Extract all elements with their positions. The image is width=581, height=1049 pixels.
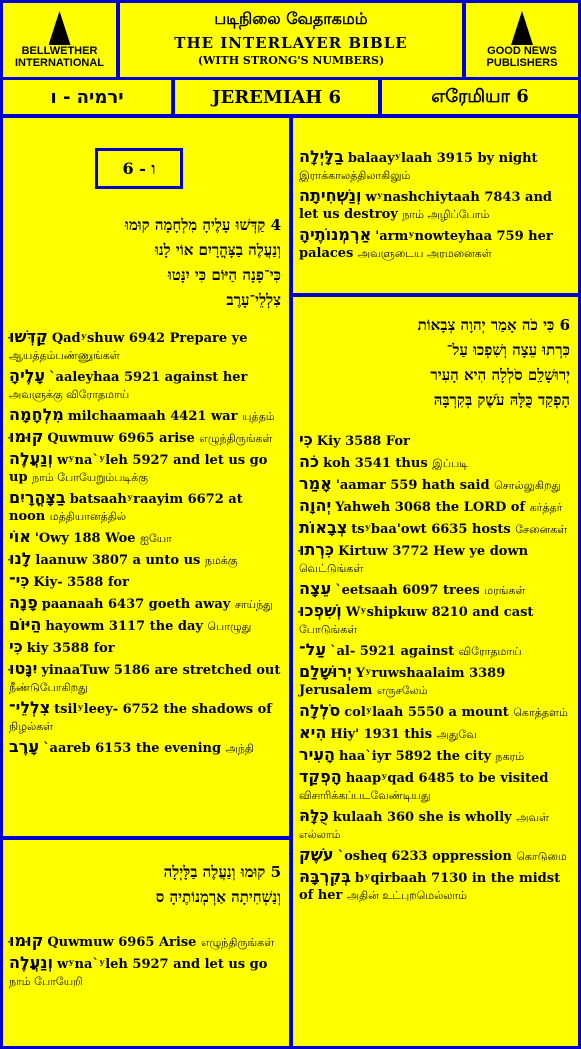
hebrew-word: כֹה <box>299 452 320 471</box>
transliteration-gloss: wʸna`ʸleh 5927 and let us go up <box>9 453 268 485</box>
transliteration-gloss: laanuw 3807 a unto us <box>35 553 201 568</box>
verse-line: הָפְקַד כֻּלָּהּ עֹשֶׁק בְּקִרְבָּהּ <box>433 391 570 409</box>
left-bottom-entries <box>3 932 289 993</box>
tamil-gloss: நாம் அழிப்போம் <box>402 208 490 221</box>
hebrew-word: הַיּוֹם <box>9 615 42 634</box>
hebrew-word: סֹלְלָה <box>299 701 341 720</box>
word-entry <box>299 746 572 765</box>
tamil-gloss: நாம் போயேறும்படிக்கு <box>32 471 148 484</box>
left-top-entries <box>3 328 289 760</box>
tamil-gloss: அவளுடைய அரமனைகள் <box>357 247 492 260</box>
verse-5-hebrew <box>3 860 289 910</box>
word-entry <box>9 406 283 425</box>
verse-line: יְרוּשָׁלִַם סֹלְלָה הִיא הָעִיר <box>430 366 570 384</box>
tamil-gloss: அதின் உட்புறமெல்லாம் <box>346 889 467 902</box>
hebrew-word: כִּי <box>9 637 23 656</box>
transliteration-gloss: bʸqirbaah 7130 in the midst of her <box>299 871 561 903</box>
word-entry <box>299 580 572 599</box>
transliteration-gloss: wʸnashchiytaah 7843 and let us destroy <box>299 190 553 222</box>
tamil-gloss: அவளுக்கு விரோதமாய் <box>9 388 130 401</box>
goodnews-logo <box>466 3 578 77</box>
tamil-gloss: எழுந்திருங்கள் <box>200 936 275 949</box>
transliteration-gloss: 'aamar 559 hath said <box>335 478 490 493</box>
word-entry <box>299 602 572 638</box>
hebrew-word: יְרוּשָׁלִַם <box>299 662 352 681</box>
hebrew-word: כִּרְתוּ <box>299 540 335 559</box>
word-entry <box>299 868 572 904</box>
hebrew-word: אַרְמְנוֹתֶיהָ <box>299 225 372 244</box>
tamil-gloss: எருசலேம் <box>376 684 428 697</box>
page-title: THE INTERLAYER BIBLE <box>174 34 408 52</box>
tamil-gloss: அந்தி <box>225 742 254 755</box>
word-entry <box>299 724 572 743</box>
hebrew-word: לָנוּ <box>9 549 32 568</box>
tamil-gloss: இராக்காலத்திலாகிலும் <box>299 169 411 182</box>
word-entry <box>299 807 572 843</box>
transliteration-gloss: Yahweh 3068 the LORD of <box>335 500 526 515</box>
hebrew-word: עָרֶב <box>9 737 40 756</box>
hebrew-word: פָנָה <box>9 593 38 612</box>
transliteration-gloss: kulaah 360 she is wholly <box>332 810 512 825</box>
tamil-gloss: எழுந்திருங்கள் <box>199 432 273 445</box>
word-entry <box>9 616 283 635</box>
hebrew-word: אָמַר <box>299 474 332 493</box>
word-entry <box>299 541 572 577</box>
hebrew-word: אוֹי <box>9 527 31 546</box>
hebrew-word: מִלְחָמָה <box>9 405 64 424</box>
tamil-gloss: பொழுது <box>207 620 252 633</box>
hebrew-word: עֵצָה <box>299 579 332 598</box>
word-entry <box>9 550 283 569</box>
verse-4-hebrew <box>3 213 289 313</box>
transliteration-gloss: wʸna`ʸleh 5927 and let us go <box>57 957 268 972</box>
tamil-gloss: சொல்லுகிறது <box>494 479 561 492</box>
hebrew-word: יִנָּטוּ <box>9 659 38 678</box>
transliteration-gloss: `osheq 6233 oppression <box>337 849 512 864</box>
page-subtitle: (WITH STRONG'S NUMBERS) <box>197 54 385 67</box>
transliteration-gloss: paanaah 6437 goeth away <box>41 597 231 612</box>
word-entry <box>9 954 283 990</box>
hebrew-word: יְהוָה <box>299 496 332 515</box>
tamil-gloss: நிழல்கள் <box>9 720 54 733</box>
transliteration-gloss: colʸlaah 5550 a mount <box>344 705 509 720</box>
word-entry <box>9 428 283 447</box>
tamil-gloss: கொடுமை <box>516 850 567 863</box>
verse-line: כִּי־פָנָה הַיּוֹם כִּי יִנָּטוּ <box>167 266 281 284</box>
tamil-gloss: ஐயோ <box>140 532 172 545</box>
transliteration-gloss: kiy 3588 for <box>26 641 115 656</box>
tamil-gloss: மத்தியானத்தில் <box>49 510 126 523</box>
word-entry <box>9 489 283 525</box>
transliteration-gloss: 'Owy 188 Woe <box>34 531 136 546</box>
transliteration-gloss: haa`iyr 5892 the city <box>338 749 492 764</box>
transliteration-gloss: batsaahʸraayim 6672 at noon <box>9 492 243 524</box>
hebrew-word: כֻּלָּהּ <box>299 806 329 825</box>
transliteration-gloss: tsʸbaa'owt 6635 hosts <box>351 522 511 537</box>
hebrew-word: קַדְּשׁוּ <box>9 327 48 346</box>
transliteration-gloss: `al- 5921 against <box>329 644 455 659</box>
logo-figure-icon <box>511 11 533 45</box>
verse-6-hebrew <box>293 313 578 413</box>
tamil-gloss: யுத்தம் <box>241 410 275 423</box>
transliteration-gloss: Kiy 3588 For <box>316 434 410 449</box>
transliteration-gloss: yinaaTuw 5186 are stretched out <box>41 663 281 678</box>
word-entry <box>9 738 283 757</box>
book-tamil: எரேமியா 6 <box>382 80 578 114</box>
transliteration-gloss: `aareb 6153 the evening <box>43 741 222 756</box>
tamil-gloss: வெட்டுங்கள் <box>299 562 364 575</box>
hebrew-word: וְנַשְׁחִיתָה <box>299 186 362 205</box>
tamil-gloss: நீண்டுபோகிறது <box>9 681 88 694</box>
transliteration-gloss: Wʸshipkuw 8210 and cast <box>345 605 534 620</box>
right-logo-text: GOOD NEWS PUBLISHERS <box>486 45 558 69</box>
hebrew-word: עַל־ <box>299 640 326 659</box>
tamil-gloss: நமக்கு <box>204 554 238 567</box>
verse-line: וְנַעֲלֶה בַצָּהֳרָיִם אוֹי לָנוּ <box>154 241 281 259</box>
transliteration-gloss: Kiy- 3588 for <box>33 575 129 590</box>
logo-figure-icon <box>49 11 71 45</box>
tamil-gloss: நாம் போயேறி <box>9 975 83 988</box>
transliteration-gloss: balaayʸlaah 3915 by night <box>347 151 538 166</box>
hebrew-word: וְנַעֲלֶה <box>9 449 54 468</box>
word-entry <box>299 453 572 472</box>
verse-line: צִלְלֵי־עָרֶב <box>226 291 281 309</box>
tamil-gloss: மரங்கள் <box>484 584 526 597</box>
word-entry <box>9 932 283 951</box>
word-entry <box>299 641 572 660</box>
word-entry <box>9 528 283 547</box>
word-entry <box>299 519 572 538</box>
bellwether-logo <box>3 3 116 77</box>
tamil-gloss: கர்த்தர் <box>529 501 563 514</box>
left-top-panel <box>3 118 289 836</box>
transliteration-gloss: haapʸqad 6485 to be visited <box>345 771 549 786</box>
right-bottom-entries <box>293 431 578 907</box>
transliteration-gloss: `aaleyhaa 5921 against her <box>49 370 248 385</box>
hebrew-word: קוּמוּ <box>9 427 44 446</box>
left-logo-text: BELLWETHER INTERNATIONAL <box>14 45 104 69</box>
hebrew-word: הָעִיר <box>299 745 335 764</box>
transliteration-gloss: Quwmuw 6965 Arise <box>47 935 197 950</box>
hebrew-word: צִלְלֵי־ <box>9 698 51 717</box>
word-entry <box>299 475 572 494</box>
word-entry <box>299 431 572 450</box>
word-entry <box>299 663 572 699</box>
transliteration-gloss: hayowm 3117 the day <box>45 619 203 634</box>
tamil-gloss: நகரம் <box>495 750 525 763</box>
book-english: JEREMIAH 6 <box>175 80 378 114</box>
word-entry <box>299 768 572 804</box>
word-entry <box>9 572 283 591</box>
tamil-gloss: இப்படி <box>432 457 469 470</box>
transliteration-gloss: milchaamaah 4421 war <box>67 409 238 424</box>
word-entry <box>9 367 283 403</box>
right-top-panel <box>293 118 578 293</box>
right-top-entries <box>293 148 578 265</box>
tamil-gloss: விசாரிக்கப்படவேண்டியது <box>299 789 431 802</box>
hebrew-word: עֹשֶׁק <box>299 845 334 864</box>
transliteration-gloss: Hiy' 1931 this <box>330 727 433 742</box>
hebrew-word: קוּמוּ <box>9 931 44 950</box>
hebrew-word: עָלֶיהָ <box>9 366 46 385</box>
word-entry <box>9 328 283 364</box>
tamil-gloss: விரோதமாய் <box>458 645 522 658</box>
transliteration-gloss: koh 3541 thus <box>323 456 428 471</box>
tamil-gloss: சேனைகள் <box>515 523 568 536</box>
hebrew-word: וְנַעֲלֶה <box>9 953 54 972</box>
transliteration-gloss: Quwmuw 6965 arise <box>47 431 195 446</box>
transliteration-gloss: 'armʸnowteyhaa 759 her palaces <box>299 229 553 261</box>
title-block <box>120 3 462 77</box>
transliteration-gloss: Qadʸshuw 6942 Prepare ye <box>51 331 248 346</box>
tamil-gloss: அவள் எல்லாம் <box>299 811 549 841</box>
word-entry <box>299 702 572 721</box>
right-bottom-panel <box>293 297 578 1046</box>
hebrew-word: בְּקִרְבָּהּ <box>299 867 351 886</box>
left-bottom-panel <box>3 840 289 1046</box>
word-entry <box>9 699 283 735</box>
tamil-gloss: சாய்ந்து <box>234 598 273 611</box>
word-entry <box>299 226 572 262</box>
tamil-gloss: அதுவே <box>436 728 477 741</box>
word-entry <box>9 594 283 613</box>
verse-line: 5 קוּמוּ וְנַעֲלֶה בַלָּיְלָה <box>163 863 281 881</box>
verse-line: וְנַשְׁחִיתָה אַרְמְנוֹתֶיהָ ס <box>155 888 281 906</box>
verse-line: 4 קַדְּשׁוּ עָלֶיהָ מִלְחָמָה קוּמוּ <box>125 216 281 234</box>
tamil-gloss: ஆயத்தம்பண்ணுங்கள் <box>9 349 120 362</box>
word-entry <box>299 846 572 865</box>
word-entry <box>9 450 283 486</box>
tamil-gloss: கொத்தளம் <box>513 706 568 719</box>
tamil-title: படிநிலை வேதாகமம் <box>214 9 368 28</box>
word-entry <box>9 638 283 657</box>
hebrew-word: הִיא <box>299 723 327 742</box>
verse-number-badge: ו - 6 <box>95 148 183 189</box>
word-entry <box>9 660 283 696</box>
hebrew-word: בַצָּהֳרָיִם <box>9 488 66 507</box>
hebrew-word: הָפְקַד <box>299 767 342 786</box>
transliteration-gloss: Kirtuw 3772 Hew ye down <box>338 544 529 559</box>
hebrew-word: כִּי־ <box>9 571 30 590</box>
verse-line: כִּרְתוּ עֵצָה וְשִׁפְכוּ עַל־ <box>446 341 570 359</box>
hebrew-word: וְשִׁפְכוּ <box>299 601 342 620</box>
hebrew-word: בַלָּיְלָה <box>299 147 344 166</box>
transliteration-gloss: `eetsaah 6097 trees <box>335 583 480 598</box>
book-hebrew: ירמיה - ו <box>3 80 171 114</box>
word-entry <box>299 148 572 184</box>
tamil-gloss: போடுங்கள் <box>299 623 358 636</box>
verse-line: 6 כִּי כֹה אָמַר יְהוָה צְבָאוֹת <box>417 316 570 334</box>
transliteration-gloss: Yʸruwshaalaim 3389 Jerusalem <box>299 666 506 698</box>
word-entry <box>299 497 572 516</box>
hebrew-word: כִּי <box>299 430 313 449</box>
transliteration-gloss: tsilʸleey- 6752 the shadows of <box>54 702 272 717</box>
hebrew-word: צְבָאוֹת <box>299 518 348 537</box>
word-entry <box>299 187 572 223</box>
